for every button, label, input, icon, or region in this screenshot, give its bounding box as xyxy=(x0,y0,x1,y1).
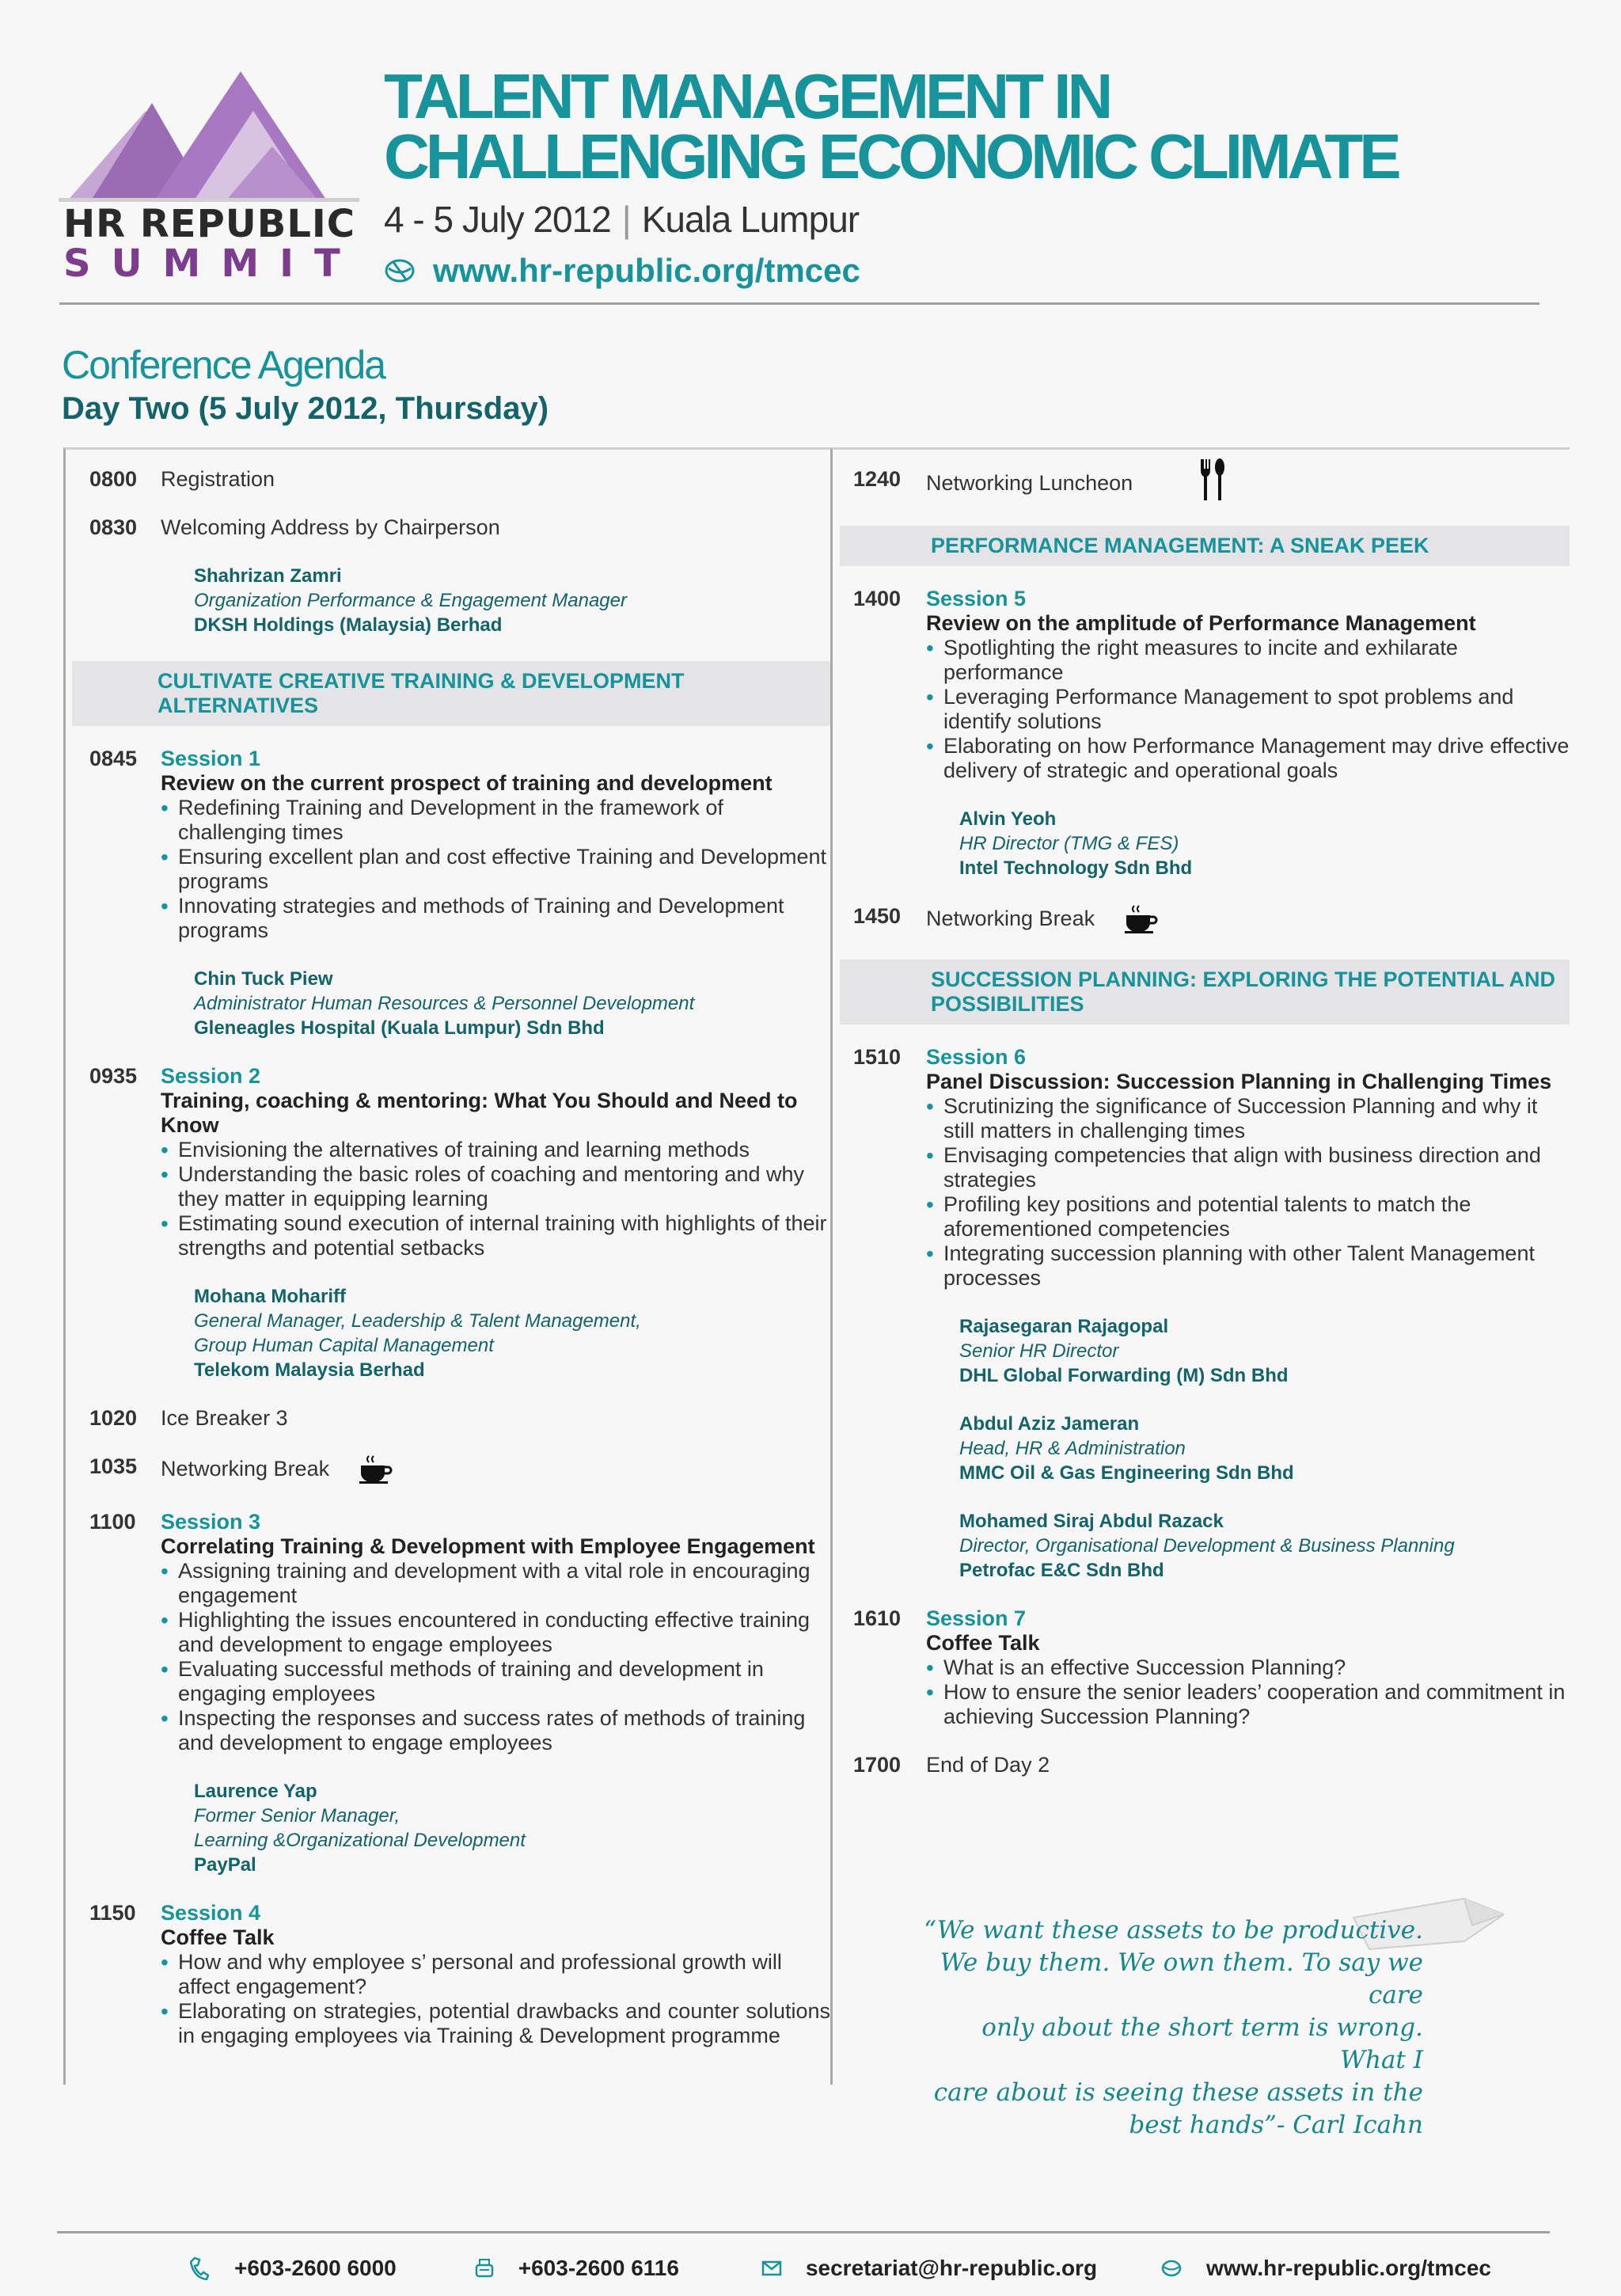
agenda-item-end xyxy=(833,1753,1570,1777)
speaker xyxy=(161,967,830,1040)
phone-icon xyxy=(190,2256,211,2280)
event-title-line-2: CHALLENGING ECONOMIC CLIMATE xyxy=(384,121,1398,192)
section-band: CULTIVATE CREATIVE TRAINING & DEVELOPMENT ALTERNATIVES xyxy=(72,661,830,726)
footer-fax[interactable] xyxy=(474,2256,679,2281)
agenda-item-lunch xyxy=(833,467,1570,502)
quote-line: best hands”- Carl Icahn xyxy=(1129,2111,1423,2139)
cutlery-icon xyxy=(1196,458,1228,502)
agenda-item-registration xyxy=(66,467,830,492)
label: Networking Break xyxy=(161,1457,330,1481)
agenda-item-session-7 xyxy=(833,1606,1570,1729)
bullet: • Elaborating on strategies, potential drawbacks and counter solutions in engaging employees via Training & Development programme xyxy=(161,1999,830,2048)
bullet-list xyxy=(161,1950,830,2048)
bullet: • Innovating strategies and methods of Training and Development programs xyxy=(161,894,830,943)
session-title: Review on the amplitude of Performance Management xyxy=(926,611,1476,635)
speaker-org: MMC Oil & Gas Engineering Sdn Bhd xyxy=(959,1462,1294,1484)
session-title: Panel Discussion: Succession Planning in Challenging Times xyxy=(926,1070,1552,1093)
speaker-org: DKSH Holdings (Malaysia) Berhad xyxy=(194,614,503,636)
session-label: Session 2 xyxy=(161,1064,261,1088)
bullet: • Profiling key positions and potential talents to match the aforementioned competencies xyxy=(926,1192,1570,1241)
bullet: • Scrutinizing the significance of Succession Planning and why it still matters in challenging times xyxy=(926,1094,1570,1143)
label: Networking Break xyxy=(926,907,1095,931)
agenda-item-networking-break xyxy=(833,904,1570,936)
email-address[interactable]: secretariat@hr-republic.org xyxy=(805,2256,1098,2280)
speaker xyxy=(926,1412,1570,1485)
footer-contacts xyxy=(57,2241,1621,2296)
mountain-logo-icon xyxy=(59,63,359,206)
label: Networking Luncheon xyxy=(926,471,1133,496)
time: 0935 xyxy=(89,1064,138,1088)
agenda-item-session-3 xyxy=(66,1510,830,1877)
speaker-name: Shahrizan Zamri xyxy=(194,565,342,587)
bullet-list xyxy=(161,1559,830,1755)
bullet: • Integrating succession planning with other Talent Management processes xyxy=(926,1241,1570,1291)
speaker-role: General Manager, Leadership & Talent Management, xyxy=(194,1310,641,1332)
quote-line: care about is seeing these assets in the xyxy=(933,2078,1423,2107)
page-title: Conference Agenda xyxy=(62,343,385,387)
event-location: Kuala Lumpur xyxy=(641,199,860,240)
bullet-list xyxy=(926,1094,1570,1291)
speaker-name: Rajasegaran Rajagopal xyxy=(959,1316,1169,1337)
agenda-item-session-4 xyxy=(66,1901,830,2048)
speaker xyxy=(161,1284,830,1382)
time: 0845 xyxy=(89,747,138,770)
agenda-item-session-5 xyxy=(833,587,1570,880)
session-label: Session 4 xyxy=(161,1901,261,1925)
bullet-list xyxy=(926,1655,1570,1729)
footer-email[interactable] xyxy=(761,2256,1097,2281)
speaker-role: Director, Organisational Development & Business Planning xyxy=(959,1535,1455,1557)
speaker-name: Mohamed Siraj Abdul Razack xyxy=(959,1511,1224,1532)
website-url[interactable]: www.hr-republic.org/tmcec xyxy=(1206,2256,1491,2280)
fax-number[interactable]: +603-2600 6116 xyxy=(518,2256,679,2280)
fax-icon xyxy=(474,2257,495,2279)
time: 1510 xyxy=(853,1045,902,1069)
session-label: Session 1 xyxy=(161,747,261,770)
agenda-item-session-1 xyxy=(66,747,830,1040)
time: 1610 xyxy=(853,1606,902,1630)
speaker-org: Telekom Malaysia Berhad xyxy=(194,1359,425,1381)
bullet: • Evaluating successful methods of training and development in engaging employees xyxy=(161,1657,830,1706)
header-divider xyxy=(59,302,1539,305)
time: 1400 xyxy=(853,587,902,610)
bullet: • How to ensure the senior leaders’ cooperation and commitment in achieving Succession Planning? xyxy=(926,1680,1570,1729)
session-title: Correlating Training & Development with Employee Engagement xyxy=(161,1534,815,1558)
label: Ice Breaker 3 xyxy=(161,1406,288,1430)
time: 1700 xyxy=(853,1753,902,1777)
event-title-line-1: TALENT MANAGEMENT IN xyxy=(384,61,1110,131)
quote-line: only about the short term is wrong. What I xyxy=(981,2013,1423,2074)
bullet-list xyxy=(161,1138,830,1260)
speaker-role: Administrator Human Resources & Personnel Development xyxy=(194,993,695,1014)
bullet: • Redefining Training and Development in the framework of challenging times xyxy=(161,796,830,845)
event-url-text[interactable]: www.hr-republic.org/tmcec xyxy=(433,252,860,289)
agenda-item-welcome xyxy=(66,515,830,637)
footer-web[interactable] xyxy=(1160,2256,1491,2281)
speaker-name: Chin Tuck Piew xyxy=(194,968,333,990)
label: Registration xyxy=(161,467,275,491)
speaker xyxy=(926,807,1570,880)
event-url[interactable] xyxy=(384,252,860,290)
speaker-org: PayPal xyxy=(194,1854,256,1876)
session-label: Session 3 xyxy=(161,1510,261,1534)
time: 1450 xyxy=(853,904,902,928)
bullet: • Elaborating on how Performance Management may drive effective delivery of strategic and operational goals xyxy=(926,734,1570,783)
bullet: • Spotlighting the right measures to incite and exhilarate performance xyxy=(926,636,1570,685)
speaker-name: Laurence Yap xyxy=(194,1781,317,1802)
time: 1150 xyxy=(89,1901,136,1925)
speaker-name: Alvin Yeoh xyxy=(959,808,1057,830)
session-label: Session 6 xyxy=(926,1045,1027,1069)
summit-logo xyxy=(59,63,359,293)
session-label: Session 7 xyxy=(926,1606,1027,1630)
bullet: • What is an effective Succession Planning? xyxy=(926,1655,1570,1680)
agenda-item-ice-breaker xyxy=(66,1406,830,1431)
time: 0800 xyxy=(89,467,138,491)
bullet: • Assigning training and development with a vital role in encouraging engagement xyxy=(161,1559,830,1608)
bullet: • Estimating sound execution of internal training with highlights of their strengths and potential setbacks xyxy=(161,1211,830,1260)
event-date-location xyxy=(384,198,859,241)
time: 1240 xyxy=(853,467,902,491)
footer-phone[interactable] xyxy=(190,2256,397,2281)
speaker-role: HR Director (TMG & FES) xyxy=(959,833,1179,854)
bullet: • Ensuring excellent plan and cost effective Training and Development programs xyxy=(161,845,830,894)
speaker-role: Organization Performance & Engagement Manager xyxy=(194,590,627,611)
session-title: Coffee Talk xyxy=(161,1925,275,1949)
bullet: • Highlighting the issues encountered in conducting effective training and development to engage employees xyxy=(161,1608,830,1657)
speaker-role: Senior HR Director xyxy=(959,1340,1119,1362)
speaker xyxy=(926,1314,1570,1388)
speaker-role: Learning &Organizational Development xyxy=(194,1830,526,1851)
bullet-list xyxy=(161,796,830,943)
phone-number[interactable]: +603-2600 6000 xyxy=(234,2256,397,2280)
web-icon xyxy=(384,257,416,284)
time: 0830 xyxy=(89,515,138,539)
bullet-list xyxy=(926,636,1570,783)
logo-text-summit: SUMMIT xyxy=(63,241,361,286)
quote-line: We buy them. We own them. To say we care xyxy=(940,1948,1423,2009)
speaker xyxy=(161,564,830,637)
logo-text-hr-republic: HR REPUBLIC xyxy=(63,202,356,246)
speaker-name: Mohana Mohariff xyxy=(194,1286,346,1307)
speaker-org: Intel Technology Sdn Bhd xyxy=(959,857,1193,879)
speaker-org: Petrofac E&C Sdn Bhd xyxy=(959,1560,1164,1581)
speaker-name: Abdul Aziz Jameran xyxy=(959,1413,1140,1435)
time: 1035 xyxy=(89,1454,138,1478)
time: 1020 xyxy=(89,1406,138,1430)
bullet: • Inspecting the responses and success rates of methods of training and development to engage employees xyxy=(161,1706,830,1755)
agenda-item-session-6 xyxy=(833,1045,1570,1583)
agenda-item-networking-break xyxy=(66,1454,830,1486)
speaker-role: Group Human Capital Management xyxy=(194,1335,494,1356)
quote-line: “We want these assets to be productive. xyxy=(924,1916,1423,1944)
session-label: Session 5 xyxy=(926,587,1027,610)
bullet: • Leveraging Performance Management to spot problems and identify solutions xyxy=(926,685,1570,734)
coffee-cup-icon xyxy=(1123,904,1158,936)
speaker xyxy=(161,1779,830,1877)
coffee-cup-icon xyxy=(358,1454,393,1486)
section-band: PERFORMANCE MANAGEMENT: A SNEAK PEEK xyxy=(840,526,1570,566)
speaker-role: Former Senior Manager, xyxy=(194,1805,401,1827)
session-title: Review on the current prospect of training and development xyxy=(161,771,773,795)
speaker xyxy=(926,1509,1570,1583)
event-dates: 4 - 5 July 2012 xyxy=(384,199,611,240)
agenda-column-left xyxy=(63,447,833,2085)
email-icon xyxy=(761,2260,782,2277)
web-icon xyxy=(1160,2258,1183,2279)
speaker-org: DHL Global Forwarding (M) Sdn Bhd xyxy=(959,1365,1289,1386)
agenda-column-right xyxy=(833,447,1570,2085)
time: 1100 xyxy=(89,1510,136,1534)
bullet: • Understanding the basic roles of coaching and mentoring and why they matter in equipping learning xyxy=(161,1162,830,1211)
quote xyxy=(910,1914,1423,2142)
speaker-org: Gleneagles Hospital (Kuala Lumpur) Sdn Bhd xyxy=(194,1017,605,1039)
footer-divider xyxy=(57,2231,1550,2233)
separator: | xyxy=(621,199,631,240)
section-band: SUCCESSION PLANNING: EXPLORING THE POTENTIAL AND POSSIBILITIES xyxy=(840,960,1570,1024)
session-title: Training, coaching & mentoring: What You Should and Need to Know xyxy=(161,1089,798,1137)
speaker-role: Head, HR & Administration xyxy=(959,1438,1186,1459)
bullet: • Envisaging competencies that align with business direction and strategies xyxy=(926,1143,1570,1192)
session-title: Coffee Talk xyxy=(926,1631,1040,1655)
bullet: • Envisioning the alternatives of training and learning methods xyxy=(161,1138,830,1162)
agenda-item-session-2 xyxy=(66,1064,830,1382)
bullet: • How and why employee s’ personal and professional growth will affect engagement? xyxy=(161,1950,830,1999)
label: End of Day 2 xyxy=(926,1753,1050,1777)
day-title: Day Two (5 July 2012, Thursday) xyxy=(62,391,549,426)
label: Welcoming Address by Chairperson xyxy=(161,515,500,539)
